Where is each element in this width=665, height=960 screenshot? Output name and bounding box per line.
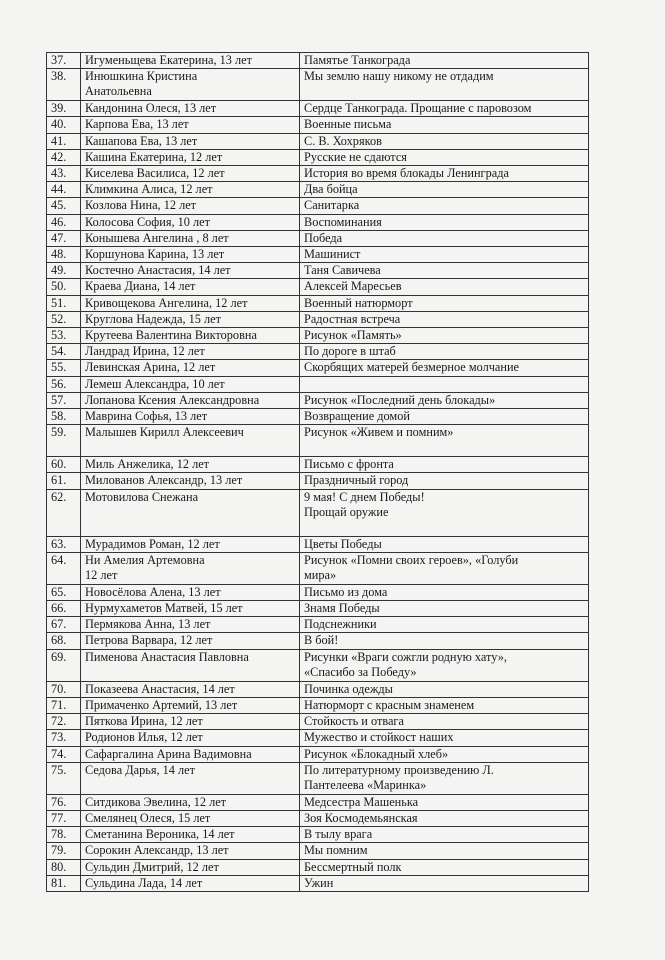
row-number: 51.: [47, 295, 81, 311]
row-number: 74.: [47, 746, 81, 762]
artwork-title: Бессмертный полк: [300, 859, 589, 875]
participant-name: Кандонина Олеся, 13 лет: [81, 101, 300, 117]
artwork-title: Зоя Космодемьянская: [300, 810, 589, 826]
participant-name: Милованов Александр, 13 лет: [81, 473, 300, 489]
table-row: [47, 230, 589, 246]
table-row: [47, 457, 589, 473]
row-number: 79.: [47, 843, 81, 859]
table-row: [47, 149, 589, 165]
participant-name: Петрова Варвара, 12 лет: [81, 633, 300, 649]
row-number: 47.: [47, 230, 81, 246]
participants-table-body: [47, 53, 589, 892]
row-number: 58.: [47, 409, 81, 425]
row-number: 76.: [47, 794, 81, 810]
artwork-title: По литературному произведению Л. Пантелеева «Маринка»: [300, 762, 589, 794]
row-number: 71.: [47, 697, 81, 713]
table-row: [47, 617, 589, 633]
artwork-title: Стойкость и отвага: [300, 714, 589, 730]
row-number: 50.: [47, 279, 81, 295]
row-number: 66.: [47, 601, 81, 617]
row-number: 56.: [47, 376, 81, 392]
table-row: [47, 198, 589, 214]
artwork-title: Починка одежды: [300, 681, 589, 697]
artwork-title: Знамя Победы: [300, 601, 589, 617]
artwork-title: Мы помним: [300, 843, 589, 859]
row-number: 67.: [47, 617, 81, 633]
artwork-title: Рисунок «Последний день блокады»: [300, 392, 589, 408]
table-row: [47, 697, 589, 713]
table-row: [47, 133, 589, 149]
row-number: 40.: [47, 117, 81, 133]
artwork-title: Военный натюрморт: [300, 295, 589, 311]
table-row: [47, 714, 589, 730]
row-number: 70.: [47, 681, 81, 697]
table-row: [47, 279, 589, 295]
participant-name: Сметанина Вероника, 14 лет: [81, 827, 300, 843]
row-number: 52.: [47, 311, 81, 327]
row-number: 38.: [47, 69, 81, 101]
table-row: [47, 552, 589, 584]
participant-name: Ситдикова Эвелина, 12 лет: [81, 794, 300, 810]
row-number: 65.: [47, 584, 81, 600]
table-row: [47, 376, 589, 392]
table-row: [47, 101, 589, 117]
table-row: [47, 69, 589, 101]
participant-name: Карпова Ева, 13 лет: [81, 117, 300, 133]
table-row: [47, 536, 589, 552]
participant-name: Кашапова Ева, 13 лет: [81, 133, 300, 149]
artwork-title: История во время блокады Ленинграда: [300, 166, 589, 182]
row-number: 73.: [47, 730, 81, 746]
artwork-title: Русские не сдаются: [300, 149, 589, 165]
participant-name: Сульдина Лада, 14 лет: [81, 875, 300, 891]
table-row: [47, 392, 589, 408]
row-number: 54.: [47, 344, 81, 360]
artwork-title: С. В. Хохряков: [300, 133, 589, 149]
table-row: [47, 117, 589, 133]
table-row: [47, 473, 589, 489]
artwork-title: Памятье Танкограда: [300, 53, 589, 69]
participant-name: Ландрад Ирина, 12 лет: [81, 344, 300, 360]
artwork-title: Санитарка: [300, 198, 589, 214]
table-row: [47, 843, 589, 859]
row-number: 78.: [47, 827, 81, 843]
row-number: 53.: [47, 328, 81, 344]
artwork-title: Победа: [300, 230, 589, 246]
table-row: [47, 263, 589, 279]
table-row: [47, 746, 589, 762]
artwork-title: По дороге в штаб: [300, 344, 589, 360]
participant-name: Конышева Ангелина , 8 лет: [81, 230, 300, 246]
table-row: [47, 762, 589, 794]
participant-name: Смелянец Олеся, 15 лет: [81, 810, 300, 826]
row-number: 46.: [47, 214, 81, 230]
artwork-title: Рисунки «Враги сожгли родную хату», «Спасибо за Победу»: [300, 649, 589, 681]
participant-name: Лопанова Ксения Александровна: [81, 392, 300, 408]
artwork-title: Рисунок «Помни своих героев», «Голуби мира»: [300, 552, 589, 584]
table-row: [47, 633, 589, 649]
row-number: 48.: [47, 247, 81, 263]
table-row: [47, 584, 589, 600]
artwork-title: 9 мая! С днем Победы! Прощай оружие: [300, 489, 589, 536]
row-number: 41.: [47, 133, 81, 149]
artwork-title: Таня Савичева: [300, 263, 589, 279]
table-row: [47, 859, 589, 875]
row-number: 64.: [47, 552, 81, 584]
artwork-title: [300, 376, 589, 392]
participant-name: Показеева Анастасия, 14 лет: [81, 681, 300, 697]
table-row: [47, 247, 589, 263]
artwork-title: Медсестра Машенька: [300, 794, 589, 810]
row-number: 55.: [47, 360, 81, 376]
participant-name: Сорокин Александр, 13 лет: [81, 843, 300, 859]
artwork-title: Письмо с фронта: [300, 457, 589, 473]
artwork-title: В бой!: [300, 633, 589, 649]
artwork-title: Письмо из дома: [300, 584, 589, 600]
row-number: 60.: [47, 457, 81, 473]
table-row: [47, 875, 589, 891]
table-row: [47, 489, 589, 536]
row-number: 72.: [47, 714, 81, 730]
participant-name: Примаченко Артемий, 13 лет: [81, 697, 300, 713]
row-number: 69.: [47, 649, 81, 681]
participant-name: Краева Диана, 14 лет: [81, 279, 300, 295]
artwork-title: Возвращение домой: [300, 409, 589, 425]
participant-name: Ни Амелия Артемовна 12 лет: [81, 552, 300, 584]
participant-name: Малышев Кирилл Алексеевич: [81, 425, 300, 457]
table-row: [47, 295, 589, 311]
participant-name: Игуменьщева Екатерина, 13 лет: [81, 53, 300, 69]
participant-name: Нурмухаметов Матвей, 15 лет: [81, 601, 300, 617]
participant-name: Козлова Нина, 12 лет: [81, 198, 300, 214]
participant-name: Родионов Илья, 12 лет: [81, 730, 300, 746]
row-number: 37.: [47, 53, 81, 69]
participant-name: Мурадимов Роман, 12 лет: [81, 536, 300, 552]
participant-name: Коршунова Карина, 13 лет: [81, 247, 300, 263]
artwork-title: Скорбящих матерей безмерное молчание: [300, 360, 589, 376]
table-row: [47, 601, 589, 617]
row-number: 63.: [47, 536, 81, 552]
artwork-title: Два бойца: [300, 182, 589, 198]
table-row: [47, 182, 589, 198]
row-number: 61.: [47, 473, 81, 489]
table-row: [47, 409, 589, 425]
row-number: 77.: [47, 810, 81, 826]
participant-name: Инюшкина Кристина Анатольевна: [81, 69, 300, 101]
participant-name: Круглова Надежда, 15 лет: [81, 311, 300, 327]
artwork-title: Воспоминания: [300, 214, 589, 230]
table-row: [47, 328, 589, 344]
row-number: 80.: [47, 859, 81, 875]
participant-name: Крутеева Валентина Викторовна: [81, 328, 300, 344]
table-row: [47, 681, 589, 697]
participant-name: Миль Анжелика, 12 лет: [81, 457, 300, 473]
participant-name: Климкина Алиса, 12 лет: [81, 182, 300, 198]
artwork-title: Радостная встреча: [300, 311, 589, 327]
table-row: [47, 810, 589, 826]
participant-name: Колосова София, 10 лет: [81, 214, 300, 230]
row-number: 39.: [47, 101, 81, 117]
row-number: 62.: [47, 489, 81, 536]
row-number: 68.: [47, 633, 81, 649]
participant-name: Сафаргалина Арина Вадимовна: [81, 746, 300, 762]
table-row: [47, 425, 589, 457]
artwork-title: Мы землю нашу никому не отдадим: [300, 69, 589, 101]
row-number: 44.: [47, 182, 81, 198]
table-row: [47, 827, 589, 843]
table-row: [47, 214, 589, 230]
participant-name: Лемеш Александра, 10 лет: [81, 376, 300, 392]
row-number: 59.: [47, 425, 81, 457]
artwork-title: Рисунок «Блокадный хлеб»: [300, 746, 589, 762]
participant-name: Новосёлова Алена, 13 лет: [81, 584, 300, 600]
table-row: [47, 166, 589, 182]
artwork-title: Рисунок «Живем и помним»: [300, 425, 589, 457]
row-number: 42.: [47, 149, 81, 165]
artwork-title: Праздничный город: [300, 473, 589, 489]
artwork-title: Цветы Победы: [300, 536, 589, 552]
participant-name: Киселева Василиса, 12 лет: [81, 166, 300, 182]
participant-name: Маврина Софья, 13 лет: [81, 409, 300, 425]
participant-name: Седова Дарья, 14 лет: [81, 762, 300, 794]
artwork-title: Сердце Танкограда. Прощание с паровозом: [300, 101, 589, 117]
table-row: [47, 53, 589, 69]
artwork-title: Алексей Маресьев: [300, 279, 589, 295]
participant-name: Сульдин Дмитрий, 12 лет: [81, 859, 300, 875]
artwork-title: Подснежники: [300, 617, 589, 633]
table-row: [47, 311, 589, 327]
row-number: 45.: [47, 198, 81, 214]
row-number: 43.: [47, 166, 81, 182]
participant-name: Пяткова Ирина, 12 лет: [81, 714, 300, 730]
participant-name: Пименова Анастасия Павловна: [81, 649, 300, 681]
artwork-title: Рисунок «Память»: [300, 328, 589, 344]
participant-name: Левинская Арина, 12 лет: [81, 360, 300, 376]
artwork-title: Ужин: [300, 875, 589, 891]
row-number: 57.: [47, 392, 81, 408]
row-number: 49.: [47, 263, 81, 279]
row-number: 81.: [47, 875, 81, 891]
table-row: [47, 794, 589, 810]
participants-table: [46, 52, 589, 892]
table-row: [47, 344, 589, 360]
artwork-title: Военные письма: [300, 117, 589, 133]
artwork-title: В тылу врага: [300, 827, 589, 843]
table-row: [47, 649, 589, 681]
participant-name: Мотовилова Снежана: [81, 489, 300, 536]
artwork-title: Машинист: [300, 247, 589, 263]
table-row: [47, 730, 589, 746]
row-number: 75.: [47, 762, 81, 794]
participant-name: Пермякова Анна, 13 лет: [81, 617, 300, 633]
artwork-title: Натюрморт с красным знаменем: [300, 697, 589, 713]
artwork-title: Мужество и стойкост наших: [300, 730, 589, 746]
participant-name: Кривощекова Ангелина, 12 лет: [81, 295, 300, 311]
table-row: [47, 360, 589, 376]
participant-name: Костечно Анастасия, 14 лет: [81, 263, 300, 279]
participant-name: Кашина Екатерина, 12 лет: [81, 149, 300, 165]
